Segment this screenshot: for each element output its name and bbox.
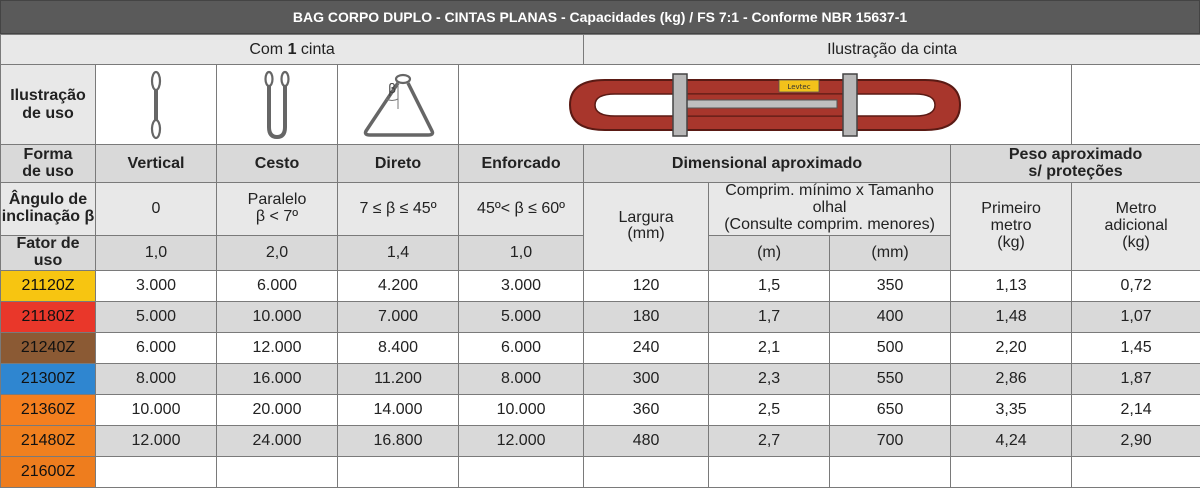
row-code: 21300Z [1,363,96,394]
cell-adicional: 2,90 [1072,425,1200,456]
cell-enforcado: 8.000 [459,363,584,394]
section-com-cinta: Com 1 cinta [1,35,584,65]
form-vertical: Vertical [96,145,217,183]
cell-enforcado: 10.000 [459,394,584,425]
metro-adicional-header: Metro adicional (kg) [1072,183,1200,271]
ilustracao-uso-label: Ilustração de uso [1,65,96,145]
cell-direto: 8.400 [338,332,459,363]
cell-largura: 360 [584,394,709,425]
row-code: 21120Z [1,270,96,301]
cell-cesto: 16.000 [217,363,338,394]
angle-cesto: Paralelo β < 7º [217,183,338,236]
table-row [1,425,1200,456]
sling-illustration [459,65,1072,145]
cell-adicional: 2,14 [1072,394,1200,425]
cell-cesto: 12.000 [217,332,338,363]
cell-comp-m: 2,1 [709,332,830,363]
cell-direto: 7.000 [338,301,459,332]
cell-primeiro: 1,13 [951,270,1072,301]
cell-comp-m: 1,5 [709,270,830,301]
cell-olhal-mm: 350 [830,270,951,301]
cesto-illustration [217,65,338,145]
row-code: 21180Z [1,301,96,332]
basket-sling-icon [257,69,297,141]
beta-label: β [388,82,396,97]
cell-vertical: 10.000 [96,394,217,425]
cell-enforcado: 3.000 [459,270,584,301]
direct-sling-icon [348,69,448,141]
cell-vertical: 12.000 [96,425,217,456]
vertical-illustration [96,65,217,145]
factor-vertical: 1,0 [96,236,217,271]
row-code: 21480Z [1,425,96,456]
cell-largura: 300 [584,363,709,394]
cell-comp-m: 2,3 [709,363,830,394]
section-ilustracao-cinta: Ilustração da cinta [584,35,1200,65]
row-code: 21360Z [1,394,96,425]
cell-enforcado: 6.000 [459,332,584,363]
comprimento-header: Comprim. mínimo x Tamanho olhal (Consulte comprim. menores) [709,183,951,236]
cell-direto: 4.200 [338,270,459,301]
cell-adicional: 1,45 [1072,332,1200,363]
cell-olhal-mm: 700 [830,425,951,456]
cell-largura: 180 [584,301,709,332]
table-row [1,394,1200,425]
angulo-label: Ângulo de inclinação β [1,183,96,236]
row-code: 21240Z [1,332,96,363]
unit-m: (m) [709,236,830,271]
direto-illustration [338,65,459,145]
table-row [1,363,1200,394]
cell-enforcado: 12.000 [459,425,584,456]
cell-cesto: 20.000 [217,394,338,425]
cell-olhal-mm: 400 [830,301,951,332]
cell-vertical: 5.000 [96,301,217,332]
cell-primeiro: 2,86 [951,363,1072,394]
table-row [1,332,1200,363]
table-title: BAG CORPO DUPLO - CINTAS PLANAS - Capacidades (kg) / FS 7:1 - Conforme NBR 15637-1 [0,0,1200,34]
cell-primeiro: 3,35 [951,394,1072,425]
cell-adicional: 0,72 [1072,270,1200,301]
cell-comp-m: 1,7 [709,301,830,332]
cell-direto: 14.000 [338,394,459,425]
cell-adicional: 1,87 [1072,363,1200,394]
row-code: 21600Z [1,456,96,487]
cell-olhal-mm: 550 [830,363,951,394]
form-cesto: Cesto [217,145,338,183]
primeiro-metro-header: Primeiro metro (kg) [951,183,1072,271]
vertical-sling-icon [141,69,171,141]
angle-enforcado: 45º< β ≤ 60º [459,183,584,236]
factor-enforcado: 1,0 [459,236,584,271]
peso-header: Peso aproximado s/ proteções [951,145,1200,183]
double-body-sling-icon [555,70,975,140]
cell-comp-m: 2,5 [709,394,830,425]
table-row [1,301,1200,332]
cell-enforcado: 5.000 [459,301,584,332]
cell-olhal-mm: 650 [830,394,951,425]
cell-vertical: 6.000 [96,332,217,363]
table-row [1,270,1200,301]
cell-comp-m: 2,7 [709,425,830,456]
cell-primeiro: 1,48 [951,301,1072,332]
capacity-table [0,34,1200,488]
cell-cesto: 6.000 [217,270,338,301]
form-direto: Direto [338,145,459,183]
factor-cesto: 2,0 [217,236,338,271]
cell-direto: 11.200 [338,363,459,394]
fator-uso-label: Fator de uso [1,236,96,271]
cell-largura: 480 [584,425,709,456]
dimensional-header: Dimensional aproximado [584,145,951,183]
cell-direto: 16.800 [338,425,459,456]
form-enforcado: Enforcado [459,145,584,183]
cell-largura: 240 [584,332,709,363]
cell-vertical: 8.000 [96,363,217,394]
sling-label-text: Levtec [787,83,810,91]
unit-mm: (mm) [830,236,951,271]
cell-cesto: 10.000 [217,301,338,332]
angle-vertical: 0 [96,183,217,236]
largura-header: Largura (mm) [584,183,709,271]
factor-direto: 1,4 [338,236,459,271]
angle-direto: 7 ≤ β ≤ 45º [338,183,459,236]
cell-olhal-mm: 500 [830,332,951,363]
cell-primeiro: 2,20 [951,332,1072,363]
cell-vertical: 3.000 [96,270,217,301]
cell-adicional: 1,07 [1072,301,1200,332]
cell-primeiro: 4,24 [951,425,1072,456]
cell-largura: 120 [584,270,709,301]
cell-cesto: 24.000 [217,425,338,456]
forma-uso-label: Forma de uso [1,145,96,183]
